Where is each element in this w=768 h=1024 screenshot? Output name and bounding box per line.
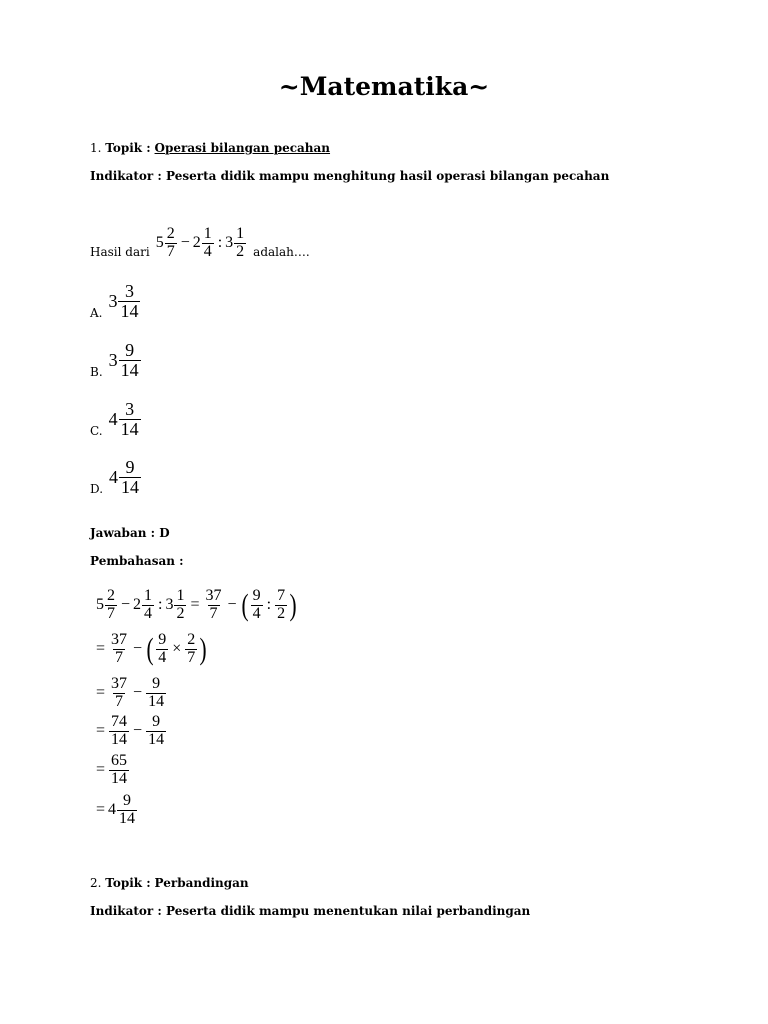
sol2-paren-open: ( [146, 632, 154, 667]
sol4-f2 [146, 714, 166, 749]
q1-option-b-whole: 3 [108, 349, 118, 370]
sol5-eq: = [96, 761, 106, 779]
q1-option-a [90, 282, 141, 321]
sol2-f1-num: 37 [111, 631, 128, 648]
q1-topic-label: Topik : [105, 141, 151, 155]
sol4-f2-num: 9 [152, 713, 161, 730]
sol1-paren-open: ( [241, 588, 249, 623]
sol3-f1-den: 7 [115, 692, 124, 710]
q1-topic-line [90, 141, 330, 155]
q1-option-b-den: 14 [120, 359, 139, 380]
q1-expr-b-den: 4 [203, 242, 212, 260]
q1-option-b-letter: B. [90, 364, 103, 379]
sol1-colon: : [266, 596, 272, 614]
q1-option-a-num: 3 [124, 281, 134, 301]
sol6-whole: 4 [108, 801, 117, 819]
q1-option-d-den: 14 [121, 476, 140, 497]
sol4-f2-den: 14 [148, 730, 165, 748]
q1-option-a-frac [118, 282, 140, 321]
sol1-p1-num: 9 [252, 587, 261, 604]
q1-option-a-den: 14 [120, 300, 139, 321]
q1-option-d-num: 9 [125, 457, 135, 477]
q1-question [90, 226, 310, 261]
sol2-p1-den: 4 [158, 648, 167, 666]
q1-expr-op2: : [217, 234, 223, 252]
solution-line-6 [96, 793, 138, 828]
sol3-f2 [146, 676, 166, 711]
sol1-f1-num: 37 [205, 587, 222, 604]
sol2-p2-num: 2 [187, 631, 196, 648]
sol1-f1 [204, 588, 224, 623]
q1-option-c-value [109, 400, 142, 439]
q1-option-c-whole: 4 [108, 408, 118, 429]
q1-option-c-letter: C. [90, 423, 103, 438]
q2-topic-label: Topik : [105, 876, 151, 890]
q1-suffix: adalah…. [253, 244, 310, 259]
q1-option-c-den: 14 [120, 418, 139, 439]
q1-discussion-label: Pembahasan : [90, 554, 184, 568]
solution-line-1 [96, 588, 298, 623]
sol3-f2-num: 9 [152, 675, 161, 692]
sol3-eq: = [96, 684, 106, 702]
sol1-minus: − [227, 596, 237, 614]
q1-option-b-num: 9 [125, 340, 135, 360]
q1-expr-c-whole: 3 [225, 234, 234, 252]
q1-option-d-value [109, 458, 142, 497]
q2-indicator: Indikator : Peserta didik mampu menentukan nilai perbandingan [90, 904, 531, 918]
sol1-p1 [251, 588, 263, 623]
q1-option-d-whole: 4 [109, 466, 119, 487]
q1-option-a-whole: 3 [108, 290, 118, 311]
q1-expr-a-num: 2 [166, 225, 175, 242]
q1-expr-a-den: 7 [166, 242, 175, 260]
sol2-p1 [156, 632, 168, 667]
sol3-f2-den: 14 [148, 692, 165, 710]
sol1-c-den: 2 [176, 604, 185, 622]
q1-option-a-value [108, 282, 141, 321]
sol1-a-den: 7 [107, 604, 115, 622]
q1-expr-c-frac [234, 226, 246, 261]
q1-option-d-frac [119, 458, 141, 497]
sol1-eq: = [190, 596, 200, 614]
q1-prefix: Hasil dari [90, 244, 150, 259]
sol1-paren-close: ) [289, 588, 297, 623]
sol1-c-whole: 3 [165, 596, 174, 614]
q1-expr-b-num: 1 [203, 225, 212, 242]
q1-expr-a-frac [165, 226, 177, 261]
q2-topic-line [90, 876, 249, 890]
sol6-f1-den: 14 [119, 809, 136, 827]
q1-option-a-letter: A. [90, 305, 103, 320]
sol4-eq: = [96, 722, 106, 740]
sol3-f1 [109, 676, 129, 711]
q1-expr-b-whole: 2 [192, 234, 201, 252]
sol2-minus: − [133, 640, 143, 658]
sol4-f1-num: 74 [111, 713, 128, 730]
sol1-c-frac [174, 588, 186, 623]
sol5-f1-num: 65 [111, 752, 128, 769]
sol1-p2-num: 7 [277, 587, 286, 604]
sol1-c-num: 1 [176, 587, 185, 604]
sol5-f1 [109, 753, 129, 788]
q1-answer: Jawaban : D [90, 526, 170, 540]
q1-expr-c-den: 2 [236, 242, 245, 260]
sol1-op1: − [121, 596, 131, 614]
sol2-times: × [172, 640, 182, 658]
sol6-eq: = [96, 801, 106, 819]
q1-option-b-value [109, 341, 142, 380]
sol4-minus: − [133, 722, 143, 740]
sol1-a-whole: 5 [96, 596, 104, 614]
sol1-b-whole: 2 [133, 596, 142, 614]
solution-line-5 [96, 753, 130, 788]
sol3-minus: − [133, 684, 143, 702]
q1-topic: Operasi bilangan pecahan [154, 141, 331, 155]
sol1-op2: : [158, 596, 163, 614]
sol2-p1-num: 9 [158, 631, 167, 648]
solution-line-4 [96, 714, 167, 749]
sol1-p2 [275, 588, 287, 623]
sol6-f1-num: 9 [123, 792, 132, 809]
q1-option-c-frac [119, 400, 141, 439]
sol3-f1-num: 37 [111, 675, 128, 692]
solution-line-2 [96, 632, 208, 667]
page-title: ~Matematika~ [278, 72, 490, 101]
sol1-a-num: 2 [107, 587, 115, 604]
sol1-f1-den: 7 [209, 604, 218, 622]
q2-topic: Perbandingan [154, 876, 249, 890]
sol2-p2-den: 7 [187, 648, 196, 666]
q1-option-b [90, 341, 142, 380]
sol4-f1 [109, 714, 129, 749]
sol1-a-frac [105, 588, 117, 623]
sol1-b-num: 1 [144, 587, 153, 604]
q1-option-d-letter: D. [90, 481, 104, 496]
q1-option-b-frac [119, 341, 141, 380]
q1-option-c [90, 400, 142, 439]
sol1-p1-den: 4 [252, 604, 261, 622]
sol2-p2 [185, 632, 197, 667]
q1-expression [156, 226, 247, 261]
solution-line-3 [96, 676, 167, 711]
sol5-f1-den: 14 [111, 769, 128, 787]
sol1-p2-den: 2 [277, 604, 286, 622]
q2-number: 2. [90, 876, 102, 890]
sol6-f1 [117, 793, 137, 828]
q1-number: 1. [90, 141, 102, 155]
sol4-f1-den: 14 [111, 730, 128, 748]
sol2-f1 [109, 632, 129, 667]
sol1-b-den: 4 [144, 604, 153, 622]
q1-expr-c-num: 1 [236, 225, 245, 242]
q1-expr-op1: − [180, 234, 190, 252]
sol2-f1-den: 7 [115, 648, 124, 666]
sol2-paren-close: ) [199, 632, 207, 667]
q1-expr-a-whole: 5 [155, 234, 164, 252]
q1-expr-b-frac [202, 226, 214, 261]
q1-indicator: Indikator : Peserta didik mampu menghitung hasil operasi bilangan pecahan [90, 169, 610, 183]
q1-option-d [90, 458, 142, 497]
sol2-eq: = [96, 640, 106, 658]
sol1-b-frac [142, 588, 154, 623]
q1-option-c-num: 3 [125, 399, 135, 419]
